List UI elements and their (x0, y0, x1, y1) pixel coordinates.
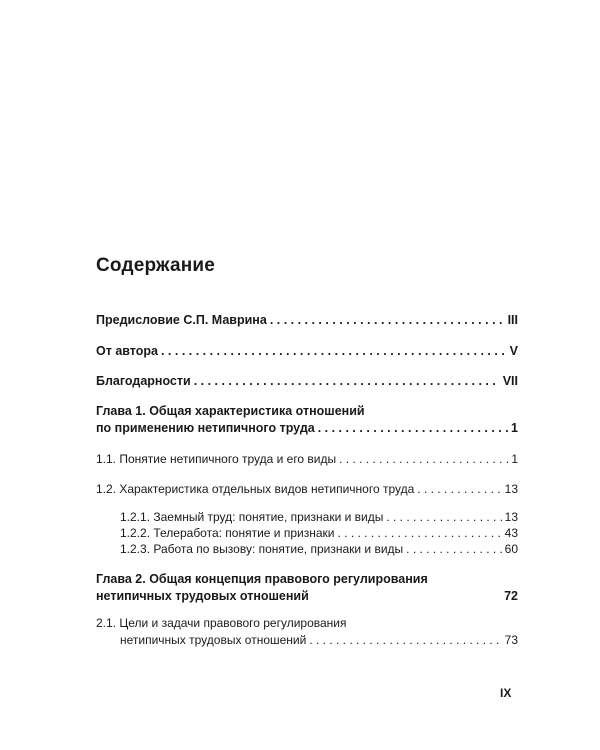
toc-entry-label: 1.1. Понятие нетипичного труда и его виды (96, 452, 337, 466)
toc-entry-acknowledgements (96, 373, 518, 390)
dot-leader (406, 541, 501, 558)
toc-entry-section-1-2 (96, 481, 518, 498)
dot-leader (318, 420, 508, 437)
toc-entry-label: нетипичных трудовых отношений (96, 589, 309, 603)
dot-leader (339, 451, 508, 468)
toc-entry-label: 1.2.3. Работа по вызову: понятие, признаки и виды (120, 542, 404, 556)
toc-entry-label: От автора (96, 344, 158, 358)
toc-entry-title-line: Глава 2. Общая концепция правового регулирования (96, 572, 428, 586)
dot-leader (270, 312, 505, 329)
page-number: IX (500, 686, 512, 700)
toc-entry-label: Благодарности (96, 374, 191, 388)
dot-leader (309, 632, 501, 649)
toc-entry-page: VII (502, 374, 518, 388)
dot-leader (337, 525, 501, 542)
toc-entry-page: 1 (511, 452, 518, 466)
page-title: Содержание (96, 255, 216, 276)
toc-entry-label: Предисловие С.П. Маврина (96, 313, 267, 327)
dot-leader (386, 509, 501, 526)
toc-entry-label: 1.2. Характеристика отдельных видов нетипичного труда (96, 482, 415, 496)
toc-entry-page: V (509, 344, 518, 358)
toc-entry-section-2-1 (96, 615, 518, 649)
toc-entry-title-line: 2.1. Цели и задачи правового регулирования (96, 616, 347, 630)
toc-entry-label: 1.2.1. Заемный труд: понятие, признаки и виды (120, 510, 384, 524)
toc-entry-page: 73 (504, 633, 518, 647)
toc-entry-page: 60 (504, 542, 518, 556)
toc-entry-label: 1.2.2. Телеработа: понятие и признаки (120, 526, 335, 540)
toc-entry-page: III (507, 313, 518, 327)
toc-entry-label: нетипичных трудовых отношений (120, 633, 307, 647)
toc-entry-page: 1 (511, 421, 518, 435)
toc-entry-title-line: Глава 1. Общая характеристика отношений (96, 404, 365, 418)
dot-leader (194, 373, 500, 390)
toc-entry-section-1-2-2 (120, 525, 518, 542)
toc-entry-label: по применению нетипичного труда (96, 421, 315, 435)
toc-entry-section-1-2-3 (120, 541, 518, 558)
dot-leader (417, 481, 501, 498)
toc-entry-chapter-2 (96, 571, 518, 605)
toc-entry-from-author (96, 343, 518, 360)
toc-entry-section-1-2-1 (120, 509, 518, 526)
toc-entry-preface (96, 312, 518, 329)
toc-entry-page: 43 (504, 526, 518, 540)
dot-leader (161, 343, 507, 360)
toc-entry-section-1-1 (96, 451, 518, 468)
toc-entry-chapter-1 (96, 403, 518, 437)
toc-entry-page: 13 (504, 510, 518, 524)
toc-entry-page: 72 (504, 589, 518, 603)
toc-entry-page: 13 (504, 482, 518, 496)
